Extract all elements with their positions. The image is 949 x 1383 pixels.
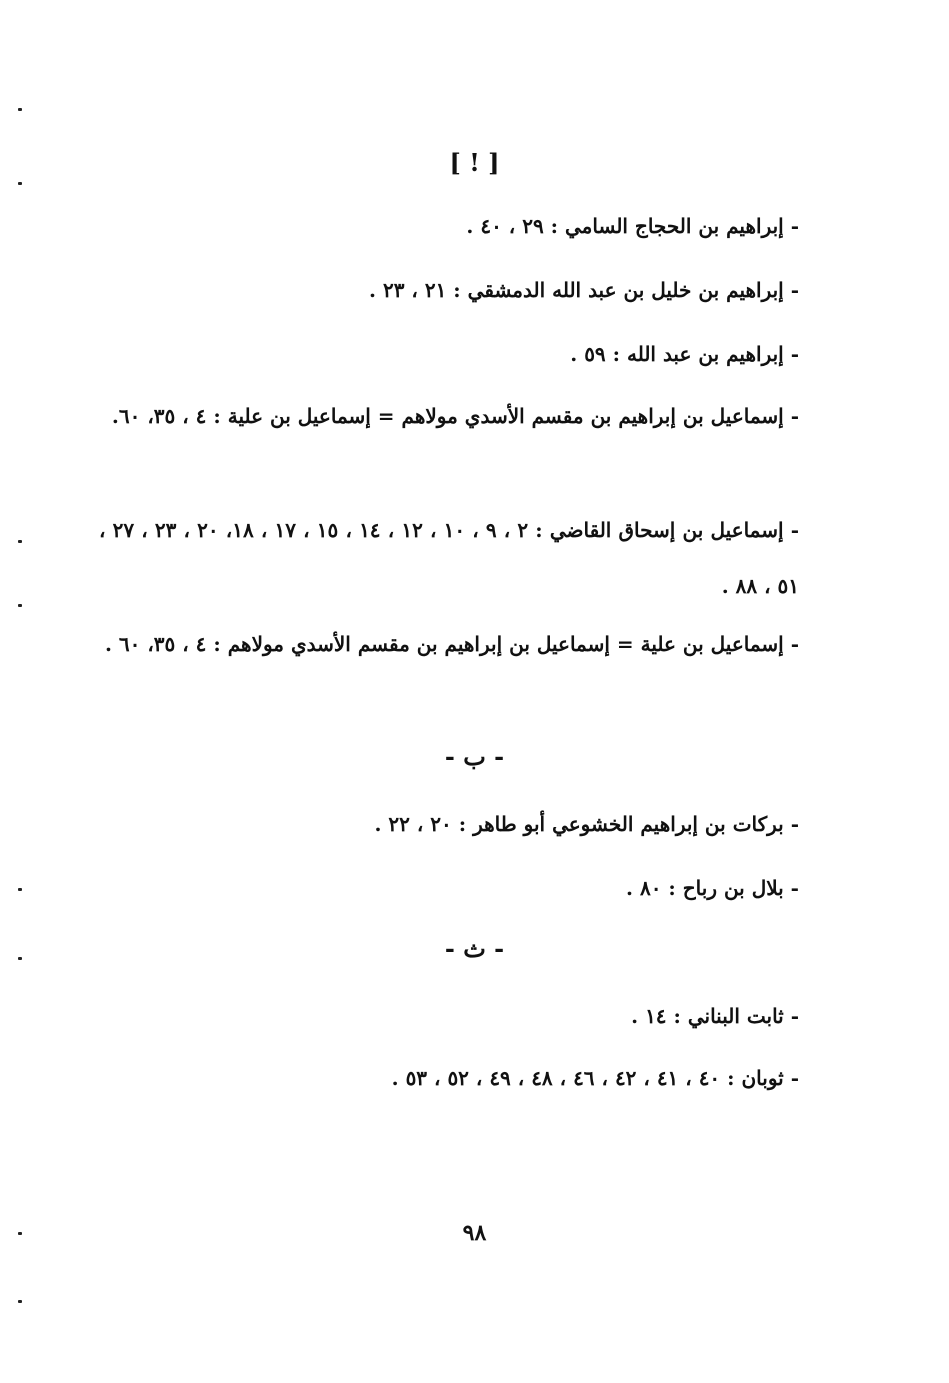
index-entry: - إسماعيل بن إسحاق القاضي : ٢ ، ٩ ، ١٠ ، ١٢ ، ١٤ ، ١٥ ، ١٧ ، ١٨، ٢٠ ، ٢٣ ، ٢٧ ، ٥١ ، ٨٨ .: [99, 518, 800, 598]
page-number: ٩٨: [462, 1220, 487, 1246]
index-entry: - بلال بن رباح : ٨٠ .: [626, 876, 799, 900]
section-heading-tha: - ث -: [444, 934, 505, 963]
scan-speck: [18, 540, 22, 543]
section-heading-alif: [ ! ]: [449, 148, 500, 177]
scan-speck: [18, 888, 22, 891]
section-heading-ba: - ب -: [444, 742, 505, 771]
index-entry: - إسماعيل بن علية = إسماعيل بن إبراهيم بن مقسم الأسدي مولاهم : ٤ ، ٣٥، ٦٠ .: [104, 632, 799, 656]
index-entry: - إسماعيل بن إبراهيم بن مقسم الأسدي مولاهم = إسماعيل بن علية : ٤ ، ٣٥، ٦٠.: [111, 404, 799, 428]
index-entry: - ثابت البناني : ١٤ .: [631, 1004, 799, 1028]
scan-speck: [18, 1300, 22, 1303]
scan-speck: [18, 604, 22, 607]
index-entry: - إبراهيم بن عبد الله : ٥٩ .: [570, 342, 799, 366]
scan-speck: [18, 108, 22, 111]
index-entry: - بركات بن إبراهيم الخشوعي أبو طاهر : ٢٠ ، ٢٢ .: [374, 812, 799, 836]
scan-speck: [18, 1232, 22, 1235]
index-entry: - إبراهيم بن خليل بن عبد الله الدمشقي : ٢١ ، ٢٣ .: [369, 278, 799, 302]
index-entry: - إبراهيم بن الحجاج السامي : ٢٩ ، ٤٠ .: [466, 214, 799, 238]
scan-speck: [18, 957, 22, 960]
index-entry: - ثوبان : ٤٠ ، ٤١ ، ٤٢ ، ٤٦ ، ٤٨ ، ٤٩ ، ٥٢ ، ٥٣ .: [391, 1066, 799, 1090]
scan-speck: [18, 182, 22, 185]
